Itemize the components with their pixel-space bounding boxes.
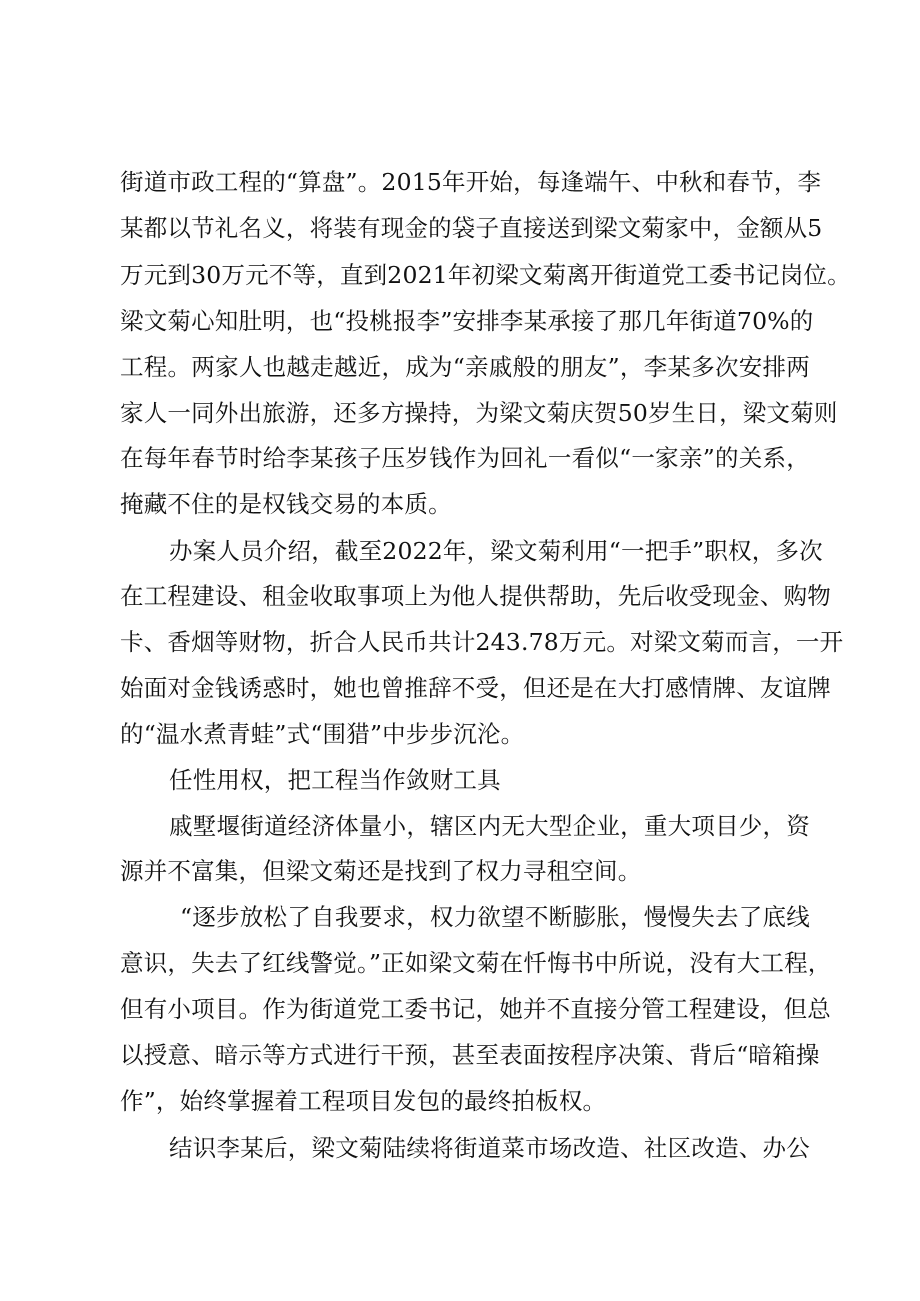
paragraph-line: 掩藏不住的是权钱交易的本质。 [120, 490, 452, 518]
section-heading: 任性用权，把工程当作敛财工具 [169, 766, 501, 794]
paragraph-line: 某都以节礼名义，将装有现金的袋子直接送到梁文菊家中，金额从5 [120, 214, 823, 242]
paragraph-line: 作”，始终掌握着工程项目发包的最终拍板权。 [120, 1087, 607, 1115]
paragraph-line: 万元到30万元不等，直到2021年初梁文菊离开街道党工委书记岗位。 [120, 261, 851, 289]
paragraph-line: 但有小项目。作为街道党工委书记，她并不直接分管工程建设，但总 [120, 995, 831, 1023]
paragraph-line: 结识李某后，梁文菊陆续将街道菜市场改造、社区改造、办公 [169, 1134, 810, 1162]
paragraph-line: 戚墅堰街道经济体量小，辖区内无大型企业，重大项目少，资 [169, 812, 810, 840]
paragraph-line: 办案人员介绍，截至2022年，梁文菊利用“一把手”职权，多次 [169, 537, 823, 565]
paragraph-line: 的“温水煮青蛙”式“围猎”中步步沉沦。 [120, 720, 525, 748]
paragraph-line: 始面对金钱诱惑时，她也曾推辞不受，但还是在大打感情牌、友谊牌 [120, 674, 831, 702]
paragraph-line: 街道市政工程的“算盘”。2015年开始，每逢端午、中秋和春节，李 [120, 168, 822, 196]
paragraph-line: “逐步放松了自我要求，权力欲望不断膨胀，慢慢失去了底线 [180, 903, 810, 931]
paragraph-line: 源并不富集，但梁文菊还是找到了权力寻租空间。 [120, 857, 642, 885]
paragraph-line: 梁文菊心知肚明，也“投桃报李”安排李某承接了那几年街道70%的 [120, 307, 814, 335]
paragraph-line: 卡、香烟等财物，折合人民币共计243.78万元。对梁文菊而言，一开 [120, 628, 844, 656]
paragraph-line: 在工程建设、租金收取事项上为他人提供帮助，先后收受现金、购物 [120, 582, 831, 610]
paragraph-line: 工程。两家人也越走越近，成为“亲戚般的朋友”，李某多次安排两 [120, 353, 810, 381]
paragraph-line: 意识，失去了红线警觉。”正如梁文菊在忏悔书中所说，没有大工程， [120, 949, 832, 977]
paragraph-line: 家人一同外出旅游，还多方操持，为梁文菊庆贺50岁生日，梁文菊则 [120, 399, 838, 427]
paragraph-line: 在每年春节时给李某孩子压岁钱作为回礼一看似“一家亲”的关系， [120, 444, 810, 472]
paragraph-line: 以授意、暗示等方式进行干预，甚至表面按程序决策、背后“暗箱操 [120, 1041, 820, 1069]
